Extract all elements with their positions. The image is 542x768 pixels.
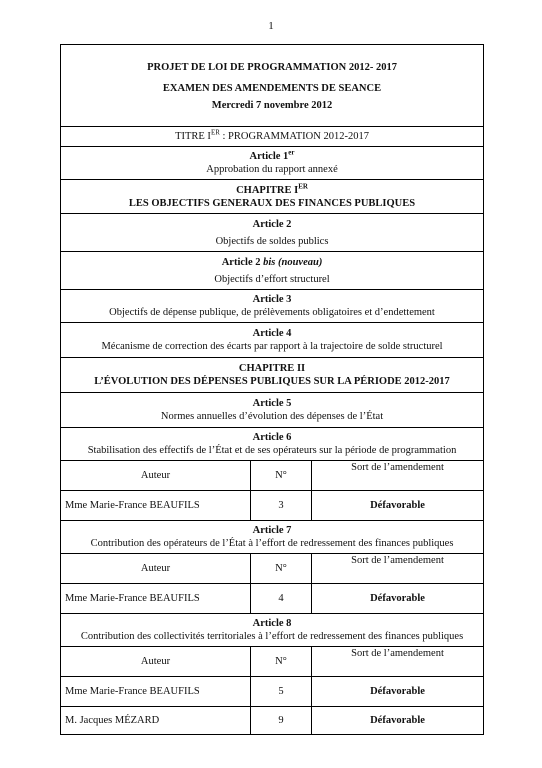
amendment-sort: Défavorable xyxy=(312,677,484,707)
column-header-row xyxy=(61,647,484,677)
amendment-numero: 4 xyxy=(251,584,312,614)
titre-heading: TITRE IER : PROGRAMMATION 2012-2017 xyxy=(61,127,484,147)
amendment-numero: 9 xyxy=(251,707,312,735)
amendment-row xyxy=(61,584,484,614)
article-4-row xyxy=(61,323,484,358)
document-title: PROJET DE LOI DE PROGRAMMATION 2012- 2017 xyxy=(147,62,397,73)
document-date: Mercredi 7 novembre 2012 xyxy=(211,100,333,111)
amendment-numero: 3 xyxy=(251,491,312,521)
article-5-title: Article 5 xyxy=(252,398,292,409)
article-1-row xyxy=(61,147,484,180)
article-2bis-title: Article 2 bis (nouveau) xyxy=(221,256,323,268)
article-2-row xyxy=(61,214,484,252)
article-5-subtitle: Normes annuelles d’évolution des dépenses de l’État xyxy=(160,411,384,422)
article-7-title: Article 7 xyxy=(252,525,292,536)
article-4-subtitle: Mécanisme de correction des écarts par rapport à la trajectoire de solde structurel xyxy=(101,341,443,352)
document-subtitle: EXAMEN DES AMENDEMENTS DE SEANCE xyxy=(162,83,382,94)
column-header-auteur: Auteur xyxy=(61,647,251,677)
titre-row xyxy=(61,127,484,147)
article-1-subtitle: Approbation du rapport annexé xyxy=(206,164,338,175)
amendment-row xyxy=(61,677,484,707)
amendment-auteur: Mme Marie-France BEAUFILS xyxy=(61,677,251,707)
article-2-title: Article 2 xyxy=(252,218,292,230)
article-5-row xyxy=(61,393,484,428)
page-number: 1 xyxy=(268,20,274,32)
article-7-subtitle: Contribution des opérateurs de l’État à l’effort de redressement des finances publiques xyxy=(90,538,454,549)
article-6-row xyxy=(61,428,484,461)
chapitre-1-row xyxy=(61,180,484,214)
article-2-subtitle: Objectifs de soldes publics xyxy=(215,235,329,247)
amendments-table xyxy=(60,44,484,735)
article-3-subtitle: Objectifs de dépense publique, de prélèvements obligatoires et d’endettement xyxy=(109,307,435,318)
column-header-sort: Sort de l’amendement xyxy=(312,647,484,677)
column-header-numero: N° xyxy=(251,461,312,491)
chapitre-2-title: CHAPITRE II xyxy=(238,363,306,374)
column-header-sort: Sort de l’amendement xyxy=(312,461,484,491)
article-6-subtitle: Stabilisation des effectifs de l’État et de ses opérateurs sur la période de programmation xyxy=(87,445,457,456)
column-header-row xyxy=(61,554,484,584)
amendment-auteur: M. Jacques MÉZARD xyxy=(61,707,251,735)
amendment-auteur: Mme Marie-France BEAUFILS xyxy=(61,584,251,614)
article-8-subtitle: Contribution des collectivités territoriales à l’effort de redressement des finances publiques xyxy=(80,631,464,642)
chapitre-1-title: CHAPITRE IER xyxy=(236,182,308,196)
article-6-title: Article 6 xyxy=(252,432,292,443)
article-3-title: Article 3 xyxy=(252,294,292,305)
amendment-numero: 5 xyxy=(251,677,312,707)
article-1-title: Article 1er xyxy=(249,148,295,162)
column-header-row xyxy=(61,461,484,491)
column-header-sort: Sort de l’amendement xyxy=(312,554,484,584)
article-4-title: Article 4 xyxy=(252,328,292,339)
article-7-row xyxy=(61,521,484,554)
amendment-sort: Défavorable xyxy=(312,491,484,521)
article-3-row xyxy=(61,290,484,323)
article-2bis-subtitle: Objectifs d’effort structurel xyxy=(214,273,330,285)
chapitre-2-row xyxy=(61,358,484,393)
amendment-sort: Défavorable xyxy=(312,707,484,735)
column-header-numero: N° xyxy=(251,554,312,584)
chapitre-2-subtitle: L’ÉVOLUTION DES DÉPENSES PUBLIQUES SUR LA PÉRIODE 2012-2017 xyxy=(94,376,450,387)
column-header-auteur: Auteur xyxy=(61,461,251,491)
amendment-row xyxy=(61,707,484,735)
chapitre-1-subtitle: LES OBJECTIFS GENERAUX DES FINANCES PUBLIQUES xyxy=(128,197,416,209)
amendment-row xyxy=(61,491,484,521)
column-header-auteur: Auteur xyxy=(61,554,251,584)
article-8-row xyxy=(61,614,484,647)
amendment-sort: Défavorable xyxy=(312,584,484,614)
article-8-title: Article 8 xyxy=(252,618,292,629)
column-header-numero: N° xyxy=(251,647,312,677)
document-header xyxy=(61,45,484,127)
amendment-auteur: Mme Marie-France BEAUFILS xyxy=(61,491,251,521)
article-2bis-row xyxy=(61,252,484,290)
